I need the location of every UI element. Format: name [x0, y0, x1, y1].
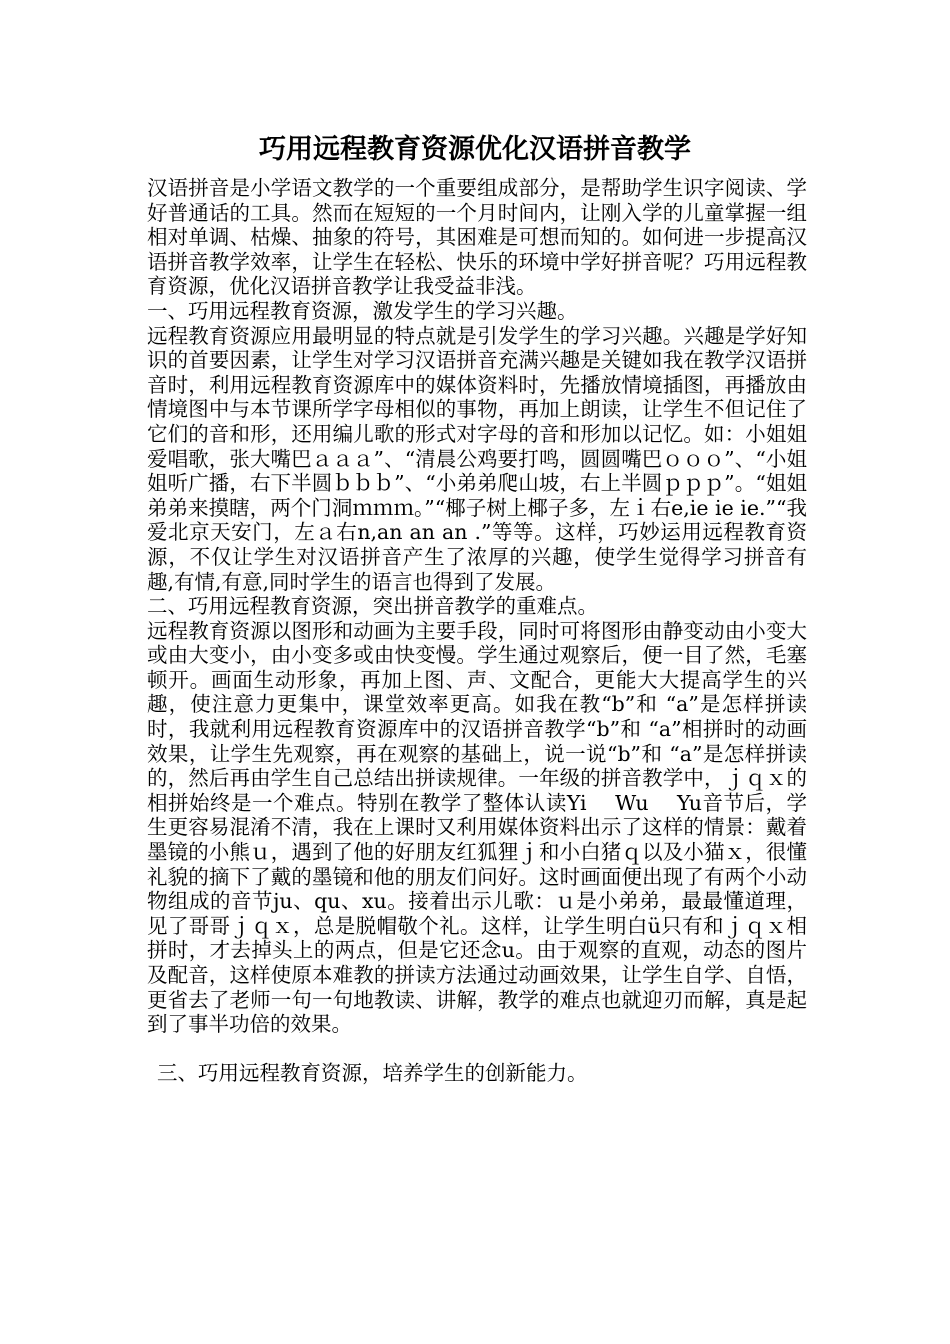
intro-paragraph: 汉语拼音是小学语文教学的一个重要组成部分，是帮助学生识字阅读、学好普通话的工具。然而在短短的一个月时间内，让刚入学的儿童掌握一组相对单调、枯燥、抽象的符号，其困难是可想而知的。如何进一步提高汉语拼音教学效率，让学生在轻松、快乐的环境中学好拼音呢？巧用远程教育资源，优化汉语拼音教学让我受益非浅。	[147, 176, 807, 299]
blank-line	[147, 1037, 807, 1062]
section-1-paragraph: 远程教育资源应用最明显的特点就是引发学生的学习兴趣。兴趣是学好知识的首要因素，让学生对学习汉语拼音充满兴趣是关键如我在教学汉语拼音时，利用远程教育资源库中的媒体资料时，先播放情境插图，再播放由情境图中与本节课所学字母相似的事物，再加上朗读，让学生不但记住了它们的音和形，还用编儿歌的形式对字母的音和形加以记忆。如：小姐姐爱唱歌，张大嘴巴ａａａ”、“清晨公鸡要打鸣，圆圆嘴巴ｏｏｏ”、“小姐姐听广播，右下半圆ｂｂｂ”、“小弟弟爬山坡，右上半圆ｐｐｐ”。“姐姐弟弟来摸瞎，两个门洞ｍｍｍ。”“椰子树上椰子多，左ｉ右e,ie ie ie.”“我爱北京天安门，左ａ右n,an an an .”等等。这样，巧妙运用远程教育资源，不仅让学生对汉语拼音产生了浓厚的兴趣，使学生觉得学习拼音有趣,有情,有意,同时学生的语言也得到了发展。	[147, 323, 807, 594]
section-2-paragraph: 远程教育资源以图形和动画为主要手段，同时可将图形由静变动由小变大或由大变小，由小变多或由快变慢。学生通过观察后，便一目了然，毛塞顿开。画面生动形象，再加上图、声、文配合，更能大大提高学生的兴趣，使注意力更集中，课堂效率更高。如我在教“b”和 “a”是怎样拼读时，我就利用远程教育资源库中的汉语拼音教学“b”和 “a”相拼时的动画效果，让学生先观察，再在观察的基础上，说一说“b”和 “a”是怎样拼读的，然后再由学生自己总结出拼读规律。一年级的拼音教学中，ｊｑｘ的相拼始终是一个难点。特别在教学了整体认读Yi Wu Yu音节后，学生更容易混淆不清，我在上课时又利用媒体资料出示了这样的情景：戴着墨镜的小熊ｕ，遇到了他的好朋友红狐狸ｊ和小白猪ｑ以及小猫ｘ，很懂礼貌的摘下了戴的墨镜和他的朋友们问好。这时画面便出现了有两个小动物组成的音节ju、qu、xu。接着出示儿歌：ｕ是小弟弟，最最懂道理，见了哥哥ｊｑｘ，总是脱帽敬个礼。这样，让学生明白ü只有和ｊｑｘ相拼时，才去掉头上的两点，但是它还念u。由于观察的直观，动态的图片及配音，这样使原本难教的拼读方法通过动画效果，让学生自学、自悟，更省去了老师一句一句地教读、讲解，教学的难点也就迎刃而解，真是起到了事半功倍的效果。	[147, 618, 807, 1037]
section-heading-3: 三、巧用远程教育资源，培养学生的创新能力。	[157, 1061, 588, 1086]
section-heading-2: 二、巧用远程教育资源，突出拼音教学的重难点。	[147, 594, 598, 619]
document-title: 巧用远程教育资源优化汉语拼音教学	[259, 134, 691, 165]
section-heading-1: 一、巧用远程教育资源，激发学生的学习兴趣。	[147, 298, 578, 323]
document-body	[147, 176, 807, 1086]
